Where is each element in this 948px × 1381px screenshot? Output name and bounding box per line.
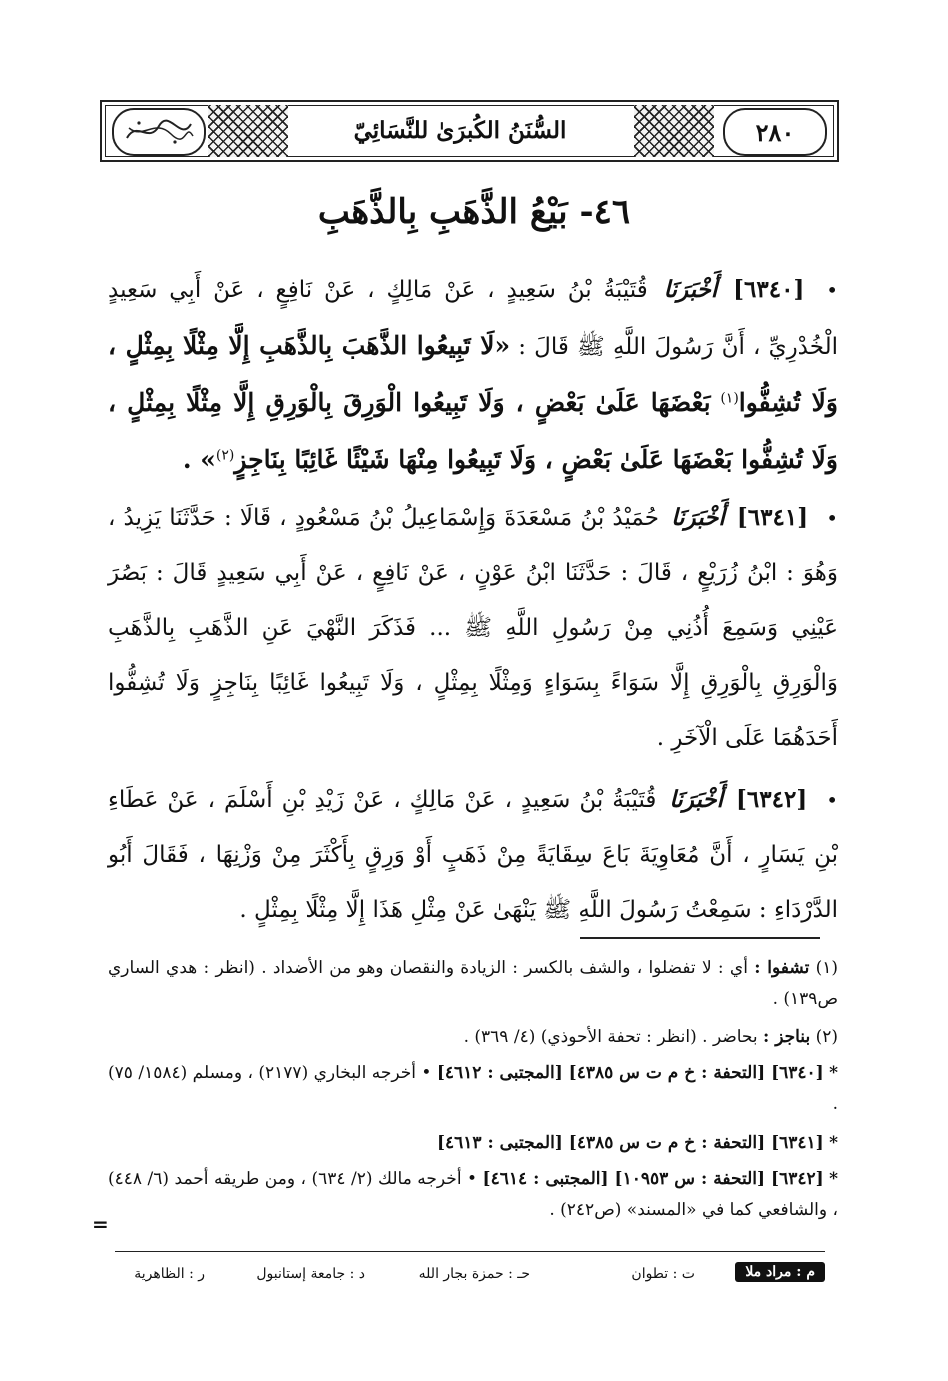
footnote-mark: (١)	[815, 958, 839, 978]
hadith-text: حُمَيْدُ بْنُ مَسْعَدَةَ وَإِسْمَاعِيلُ بْنُ مَسْعُودٍ ، قَالَا : حَدَّثَنَا يَزِيدُ ، وَهُوَ : ابْنُ زُرَيْعٍ ، قَالَ : حَدَّثَنَا ابْنُ عَوْنٍ ، عَنْ نَافِعٍ ، عَنْ أَبِي سَعِيدٍ قَالَ : بَصُرَ عَيْنِي وَسَمِعَ أُذُنِي مِنْ رَسُولِ اللَّهِ ﷺ ... فَذَكَرَ النَّهْيَ عَنِ الذَّهَبِ بِالذَّهَبِ وَالْوَرِقِ بِالْوَرِقِ إِلَّا سَوَاءً بِسَوَاءٍ وَمِثْلًا بِمِثْلٍ ، وَلَا تَبِيعُوا غَائِبًا بِنَاجِزٍ وَلَا تُشِفُّوا أَحَدَهُمَا عَلَى الْآخَرِ .	[108, 505, 838, 751]
header-ornament-right	[634, 105, 714, 157]
footnote-ref-1: (١)	[720, 390, 739, 407]
footer-rule	[115, 1251, 825, 1252]
takhrij-ref: [٦٣٤١] [التحفة : خ م ت س ٤٣٨٥] [المجتبى : ٤٦١٣]	[436, 1133, 824, 1153]
hadith-number: [٦٣٤٢]	[736, 786, 808, 813]
takhrij-6341	[108, 1128, 838, 1159]
book-seal-logo	[112, 108, 206, 156]
siglum-d: د : جامعة إستانبول	[256, 1266, 365, 1282]
footnote-separator	[580, 937, 820, 939]
hadith-6341	[108, 490, 838, 766]
footnote-term: بناجز :	[763, 1027, 811, 1047]
takhrij-ref: [٦٣٤٠] [التحفة : خ م ت س ٤٣٨٥] [المجتبى : ٤٦١٢]	[436, 1063, 824, 1083]
siglum-r: ر : الظاهرية	[134, 1266, 205, 1282]
akhbarana-label: أَخْبَرَنَا	[663, 276, 718, 303]
running-title: السُّنَنُ الكُبرَىٰ للنَّسَائِيّ	[353, 116, 567, 144]
chapter-title: ٤٦- بَيْعُ الذَّهَبِ بِالذَّهَبِ	[317, 192, 631, 232]
footnote-1	[108, 953, 838, 1015]
hadith-6342	[108, 772, 838, 938]
footnote-ref-2: (٢)	[215, 447, 235, 464]
takhrij-text: • أخرجه مالك (٢/ ٦٣٤) ، ومن طريقه أحمد (٦/ ٤٤٨) ، والشافعي كما في «المسند» (ص٢٤٢) .	[108, 1169, 838, 1220]
page-header	[100, 100, 839, 162]
hadith-6340	[108, 262, 838, 489]
bullet-icon: •	[826, 506, 839, 530]
continuation-mark: =	[92, 1212, 109, 1236]
hadith-text: قُتَيْبَةُ بْنُ سَعِيدٍ ، عَنْ مَالِكٍ ، عَنْ زَيْدِ بْنِ أَسْلَمَ ، عَنْ عَطَاءِ بْنِ يَسَارٍ ، أَنَّ مُعَاوِيَةَ بَاعَ سِقَايَةً مِنْ ذَهَبٍ أَوْ وَرِقٍ بِأَكْثَرَ مِنْ وَزْنِهَا ، فَقَالَ أَبُو الدَّرْدَاءِ : سَمِعْتُ رَسُولَ اللَّهِ ﷺ يَنْهَىٰ عَنْ مِثْلِ هَذَا إِلَّا مِثْلًا بِمِثْلٍ .	[108, 787, 838, 923]
page-number: ٢٨٠	[723, 108, 827, 156]
siglum-t: ت : تطوان	[631, 1266, 695, 1282]
akhbarana-label: أَخْبَرَنَا	[669, 786, 724, 813]
siglum-badge: م : مراد ملا	[735, 1262, 825, 1282]
star-icon: *	[829, 1133, 838, 1153]
takhrij-6340	[108, 1058, 838, 1120]
footnote-text: أي : لا تفضلوا ، والشف بالكسر : الزيادة والنقصان وهو من الأضداد . (انظر : هدي الساري ص١٣٩) .	[108, 958, 838, 1009]
takhrij-text: • أخرجه البخاري (٢١٧٧) ، ومسلم (١٥٨٤/ ٧٥) .	[108, 1063, 838, 1114]
hadith-matn-part1: «لَا تَبِيعُوا الذَّهَبَ بِالذَّهَبِ إِلَّا مِثْلًا بِمِثْلٍ ، وَلَا تُشِفُّوا	[108, 331, 838, 417]
header-ornament-left	[208, 105, 288, 157]
footnote-2	[108, 1022, 838, 1053]
seal-calligraphy-icon	[119, 114, 199, 150]
footnote-mark: (٢)	[815, 1027, 838, 1047]
hadith-matn-end: » .	[182, 445, 216, 474]
hadith-number: [٦٣٤١]	[736, 504, 809, 531]
manuscript-sigla-footer	[115, 1262, 825, 1290]
takhrij-ref: [٦٣٤٢] [التحفة : س ١٠٩٥٣] [المجتبى : ٤٦١٤]	[482, 1169, 824, 1189]
akhbarana-label: أَخْبَرَنَا	[671, 504, 725, 531]
siglum-h: حـ : حمزة بجار الله	[418, 1266, 530, 1282]
hadith-isnad: قُتَيْبَةُ بْنُ سَعِيدٍ ، عَنْ مَالِكٍ ، عَنْ نَافِعٍ ، عَنْ أَبِي سَعِيدٍ الْخُدْرِيِّ ، أَنَّ رَسُولَ اللَّهِ ﷺ قَالَ :	[108, 277, 838, 360]
bullet-icon: •	[826, 788, 838, 812]
footnote-term: تشفوا :	[754, 958, 810, 978]
bullet-icon: •	[826, 278, 839, 302]
footnote-text: بحاضر . (انظر : تحفة الأحوذي) (٤/ ٣٦٩) .	[463, 1027, 758, 1047]
takhrij-6342	[108, 1164, 838, 1226]
star-icon: *	[829, 1063, 838, 1083]
hadith-number: [٦٣٤٠]	[733, 276, 805, 303]
star-icon: *	[829, 1169, 839, 1189]
hadith-matn-part2: بَعْضَهَا عَلَىٰ بَعْضٍ ، وَلَا تَبِيعُوا الْوَرِقَ بِالْوَرِقِ إِلَّا مِثْلًا بِمِثْلٍ ، وَلَا تُشِفُّوا بَعْضَهَا عَلَىٰ بَعْضٍ ، وَلَا تَبِيعُوا مِنْهَا شَيْئًا غَائِبًا بِنَاجِزٍ	[108, 388, 838, 474]
